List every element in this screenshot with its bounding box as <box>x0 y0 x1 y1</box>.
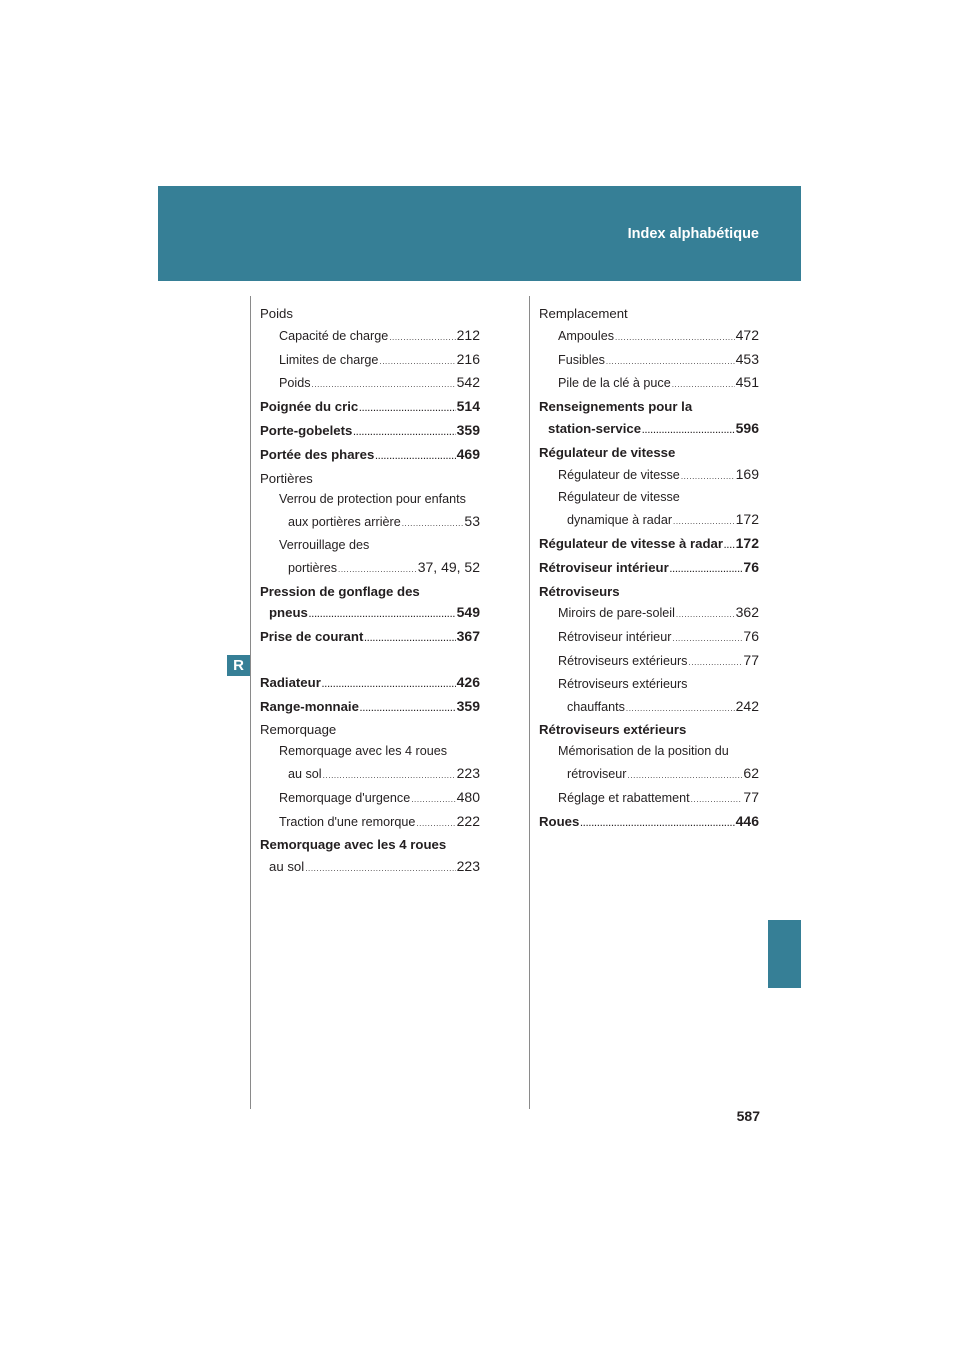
index-subheading: Mémorisation de la position du <box>558 744 729 759</box>
index-entry[interactable]: chauffants ..... 242 <box>539 696 759 720</box>
index-entry[interactable]: Porte-gobelets ..... 359 <box>260 420 480 444</box>
right-index-column <box>539 303 759 834</box>
letter-gap <box>260 650 480 672</box>
index-heading: Remorquage avec les 4 roues <box>260 837 447 853</box>
index-entry[interactable]: Poignée du cric ..... 514 <box>260 396 480 420</box>
index-entry[interactable]: aux portières arrière ..... 53 <box>260 511 480 535</box>
index-entry[interactable]: Roues ..... 446 <box>539 811 759 835</box>
index-entry[interactable]: Capacité de charge ..... 212 <box>260 325 480 349</box>
index-subheading: Remorquage avec les 4 roues <box>279 744 448 759</box>
index-entry[interactable]: Miroirs de pare-soleil ..... 362 <box>539 602 759 626</box>
index-entry[interactable]: Rétroviseur intérieur ..... 76 <box>539 557 759 581</box>
section-side-tab <box>768 920 801 988</box>
index-entry[interactable]: Rétroviseurs extérieurs ..... 77 <box>539 650 759 674</box>
index-entry[interactable]: Range-monnaie ..... 359 <box>260 696 480 720</box>
index-entry[interactable]: Poids ..... 542 <box>260 372 480 396</box>
page-number: 587 <box>736 1108 760 1124</box>
index-entry[interactable]: Portée des phares ..... 469 <box>260 444 480 468</box>
section-letter-tab: R <box>227 655 250 676</box>
index-heading: Portières <box>260 470 313 486</box>
index-subheading: Verrou de protection pour enfants <box>279 492 466 507</box>
index-entry[interactable]: au sol ..... 223 <box>260 856 480 880</box>
index-entry[interactable]: Régulateur de vitesse à radar ..... 172 <box>539 533 759 557</box>
index-subheading: Régulateur de vitesse <box>558 490 680 505</box>
index-entry[interactable]: Réglage et rabattement ..... 77 <box>539 787 759 811</box>
index-entry[interactable]: Fusibles ..... 453 <box>539 349 759 373</box>
left-index-column <box>260 303 480 880</box>
index-entry[interactable]: Pile de la clé à puce ..... 451 <box>539 372 759 396</box>
index-entry[interactable]: Radiateur ..... 426 <box>260 672 480 696</box>
index-subheading: Verrouillage des <box>279 537 370 552</box>
index-heading: Remorquage <box>260 722 337 738</box>
index-subheading: Rétroviseurs extérieurs <box>558 676 688 691</box>
column-divider-middle <box>529 296 530 1109</box>
index-heading: Poids <box>260 306 293 321</box>
index-entry[interactable]: dynamique à radar ..... 172 <box>539 509 759 533</box>
header-band <box>158 186 801 281</box>
index-heading: Rétroviseurs <box>539 583 620 599</box>
index-entry[interactable]: Limites de charge ..... 216 <box>260 349 480 373</box>
index-heading: Remplacement <box>539 306 628 321</box>
index-entry[interactable]: Traction d'une remorque ..... 222 <box>260 811 480 835</box>
index-heading: Rétroviseurs extérieurs <box>539 722 687 738</box>
index-heading: Renseignements pour la <box>539 399 693 415</box>
index-entry[interactable]: pneus ..... 549 <box>260 602 480 626</box>
index-entry[interactable]: rétroviseur ..... 62 <box>539 763 759 787</box>
index-heading: Pression de gonflage des <box>260 583 420 599</box>
index-entry[interactable]: Régulateur de vitesse ..... 169 <box>539 464 759 488</box>
index-entry[interactable]: Prise de courant ..... 367 <box>260 626 480 650</box>
index-entry[interactable]: station-service ..... 596 <box>539 418 759 442</box>
index-entry[interactable]: Ampoules ..... 472 <box>539 325 759 349</box>
index-heading: Régulateur de vitesse <box>539 444 676 460</box>
index-entry[interactable]: portières ..... 37, 49, 52 <box>260 557 480 581</box>
column-divider-left <box>250 296 251 1109</box>
index-entry[interactable]: Remorquage d'urgence ..... 480 <box>260 787 480 811</box>
page-title: Index alphabétique <box>627 226 759 242</box>
index-entry[interactable]: au sol ..... 223 <box>260 763 480 787</box>
index-entry[interactable]: Rétroviseur intérieur ..... 76 <box>539 626 759 650</box>
